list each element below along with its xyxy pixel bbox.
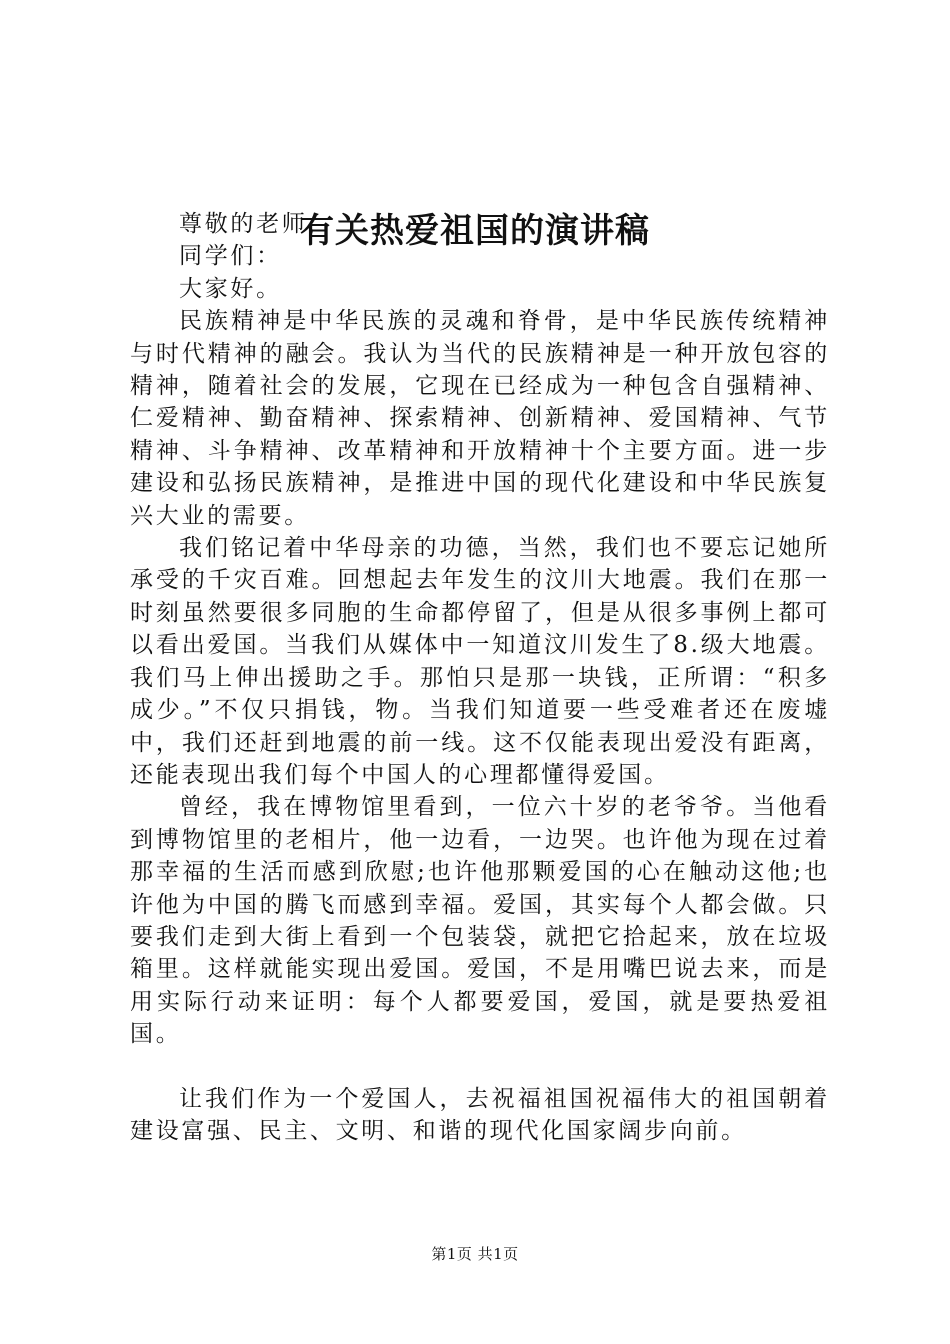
- paragraph-earthquake: 我们铭记着中华母亲的功德，当然，我们也不要忘记她所承受的千灾百难。回想起去年发生的汶川大地震。我们在那一时刻虽然要很多同胞的生命都停留了，但是从很多事例上都可以看出爱国。当我们从媒体中一知道汶川发生了8.级大地震。我们马上伸出援助之手。那怕只是那一块钱，正所谓：“积多成少。”不仅只捐钱，物。当我们知道要一些受难者还在废墟中，我们还赶到地震的前一线。这不仅能表现出爱没有距离，还能表现出我们每个中国人的心理都懂得爱国。: [130, 535, 830, 788]
- paragraph-conclusion: 让我们作为一个爱国人，去祝福祖国祝福伟大的祖国朝着建设富强、民主、文明、和谐的现代化国家阔步向前。: [130, 1085, 830, 1145]
- greeting-hello: 大家好。: [179, 275, 282, 302]
- document-title: 有关热爱祖国的演讲稿: [300, 210, 650, 251]
- greeting-teachers: 尊敬的老师，: [179, 211, 334, 237]
- page-number-footer: 第1页 共1页: [431, 1245, 519, 1263]
- paragraph-national-spirit: 民族精神是中华民族的灵魂和脊骨，是中华民族传统精神与时代精神的融会。我认为当代的民族精神是一种开放包容的精神，随着社会的发展，它现在已经成为一种包含自强精神、仁爱精神、勤奋精神、探索精神、创新精神、爱国精神、气节精神、斗争精神、改革精神和开放精神十个主要方面。进一步建设和弘扬民族精神，是推进中国的现代化建设和中华民族复兴大业的需要。: [130, 308, 830, 529]
- paragraph-spacer: [130, 1051, 830, 1083]
- greeting-classmates: 同学们：: [179, 243, 282, 270]
- paragraph-museum: 曾经，我在博物馆里看到，一位六十岁的老爷爷。当他看到博物馆里的老相片，他一边看，一边哭。也许他为现在过着那幸福的生活而感到欣慰;也许他那颗爱国的心在触动这他;也许他为中国的腾飞而感到幸福。爱国，其实每个人都会做。只要我们走到大街上看到一个包装袋，就把它拾起来，放在垃圾箱里。这样就能实现出爱国。爱国，不是用嘴巴说去来，而是用实际行动来证明：每个人都要爱国，爱国，就是要热爱祖国。: [130, 794, 830, 1048]
- document-body: [130, 208, 830, 1148]
